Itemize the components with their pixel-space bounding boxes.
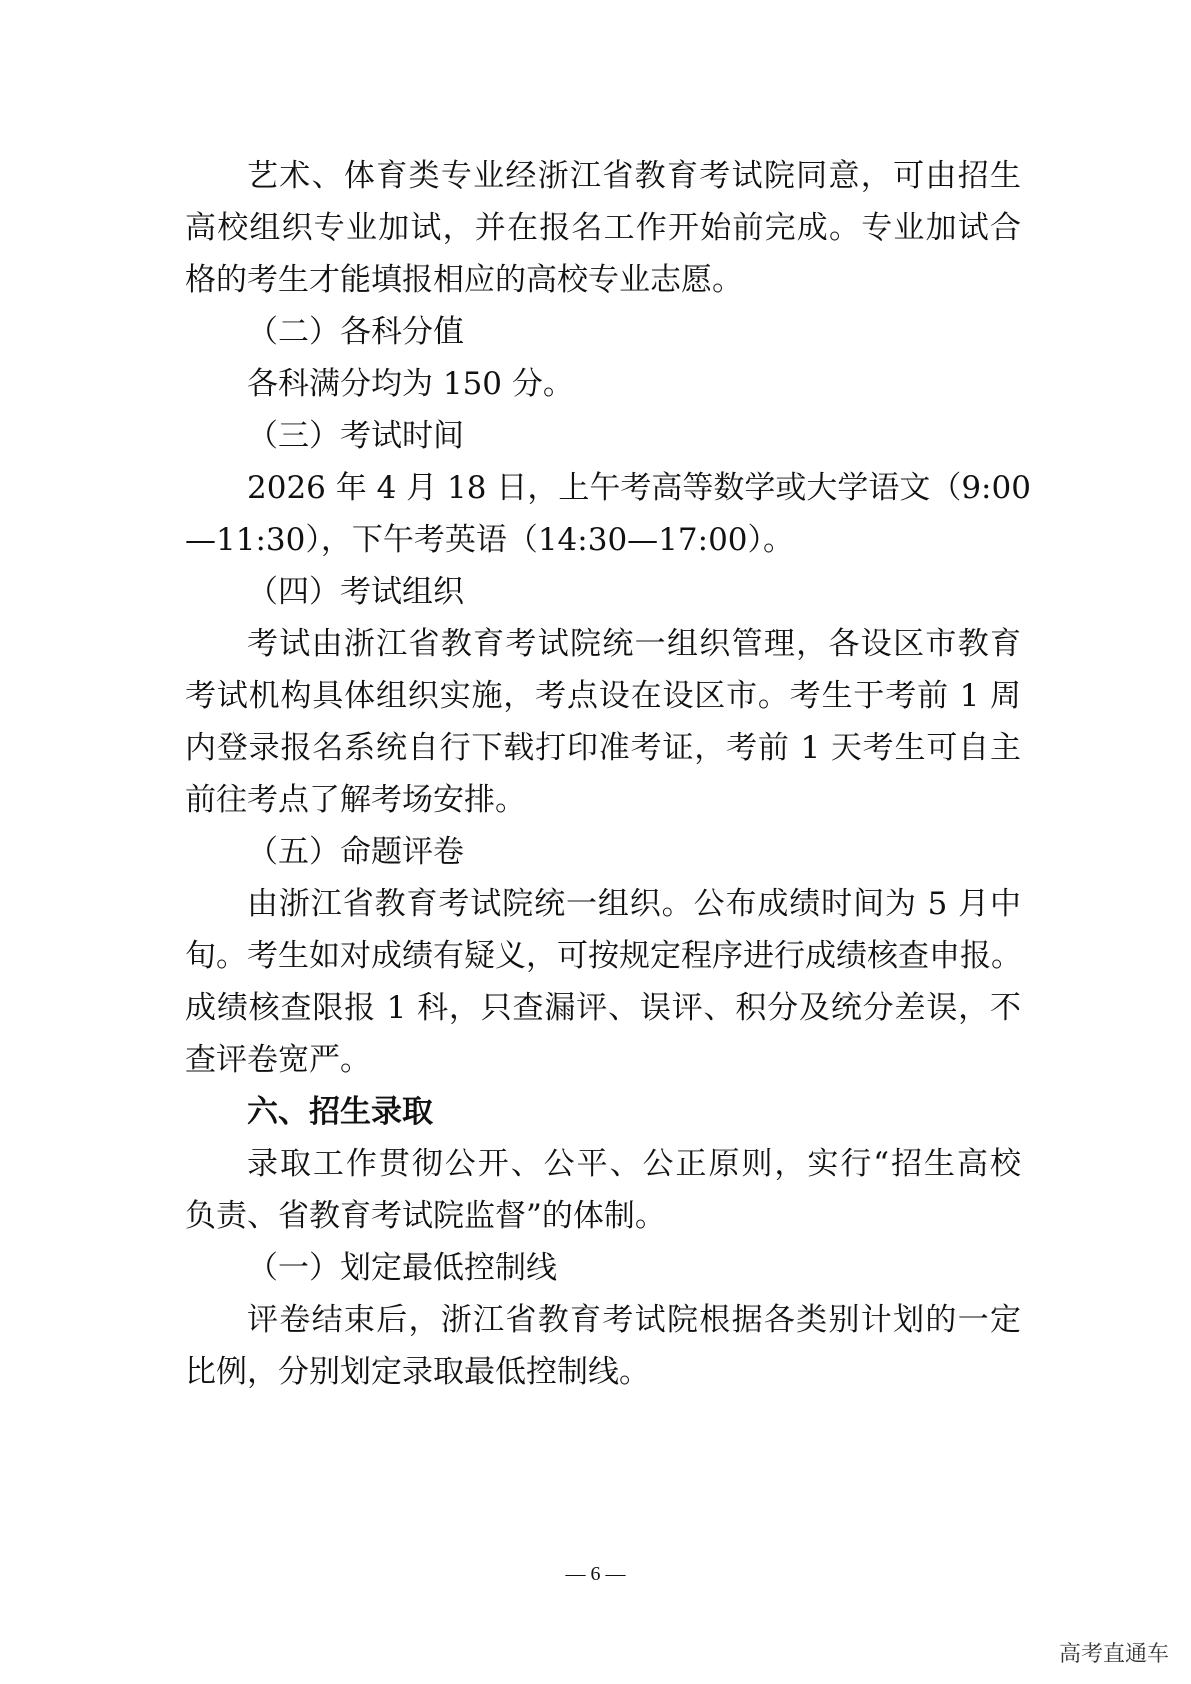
sub-heading: （三）考试时间 [247, 418, 464, 454]
paragraph-line: 查评卷宽严。 [185, 1042, 371, 1078]
sub-heading: （一）划定最低控制线 [247, 1250, 557, 1286]
paragraph-line: 录取工作贯彻公开、公平、公正原则，实行“招生高校 [247, 1146, 1021, 1182]
paragraph-line: 评卷结束后，浙江省教育考试院根据各类别计划的一定 [247, 1302, 1021, 1338]
paragraph-line: 各科满分均为 150 分。 [247, 366, 574, 402]
page-number: — 6 — [565, 1563, 626, 1585]
paragraph-line: 负责、省教育考试院监督”的体制。 [185, 1198, 666, 1234]
paragraph-line: 前往考点了解考场安排。 [185, 782, 526, 818]
sub-heading: （五）命题评卷 [247, 834, 464, 870]
sub-heading: （二）各科分值 [247, 314, 464, 350]
paragraph-line: 2026 年 4 月 18 日，上午考高等数学或大学语文（9:00 [247, 470, 1031, 506]
section-heading: 六、招生录取 [247, 1094, 433, 1130]
paragraph-line: 比例，分别划定录取最低控制线。 [185, 1354, 650, 1390]
watermark-text: 高考直通车 [1058, 1642, 1169, 1667]
paragraph-line: 高校组织专业加试，并在报名工作开始前完成。专业加试合 [185, 210, 1021, 246]
paragraph-line: 格的考生才能填报相应的高校专业志愿。 [185, 262, 743, 298]
paragraph-line: 内登录报名系统自行下载打印准考证，考前 1 天考生可自主 [185, 730, 1021, 766]
paragraph-line: —11:30），下午考英语（14:30—17:00）。 [185, 522, 795, 558]
paragraph-line: 成绩核查限报 1 科，只查漏评、误评、积分及统分差误，不 [185, 990, 1021, 1026]
sub-heading: （四）考试组织 [247, 574, 464, 610]
paragraph-line: 考试由浙江省教育考试院统一组织管理，各设区市教育 [247, 626, 1021, 662]
paragraph-line: 旬。考生如对成绩有疑义，可按规定程序进行成绩核查申报。 [185, 938, 1022, 974]
paragraph-line: 艺术、体育类专业经浙江省教育考试院同意，可由招生 [247, 158, 1021, 194]
paragraph-line: 由浙江省教育考试院统一组织。公布成绩时间为 5 月中 [247, 886, 1021, 922]
paragraph-line: 考试机构具体组织实施，考点设在设区市。考生于考前 1 周 [185, 678, 1021, 714]
